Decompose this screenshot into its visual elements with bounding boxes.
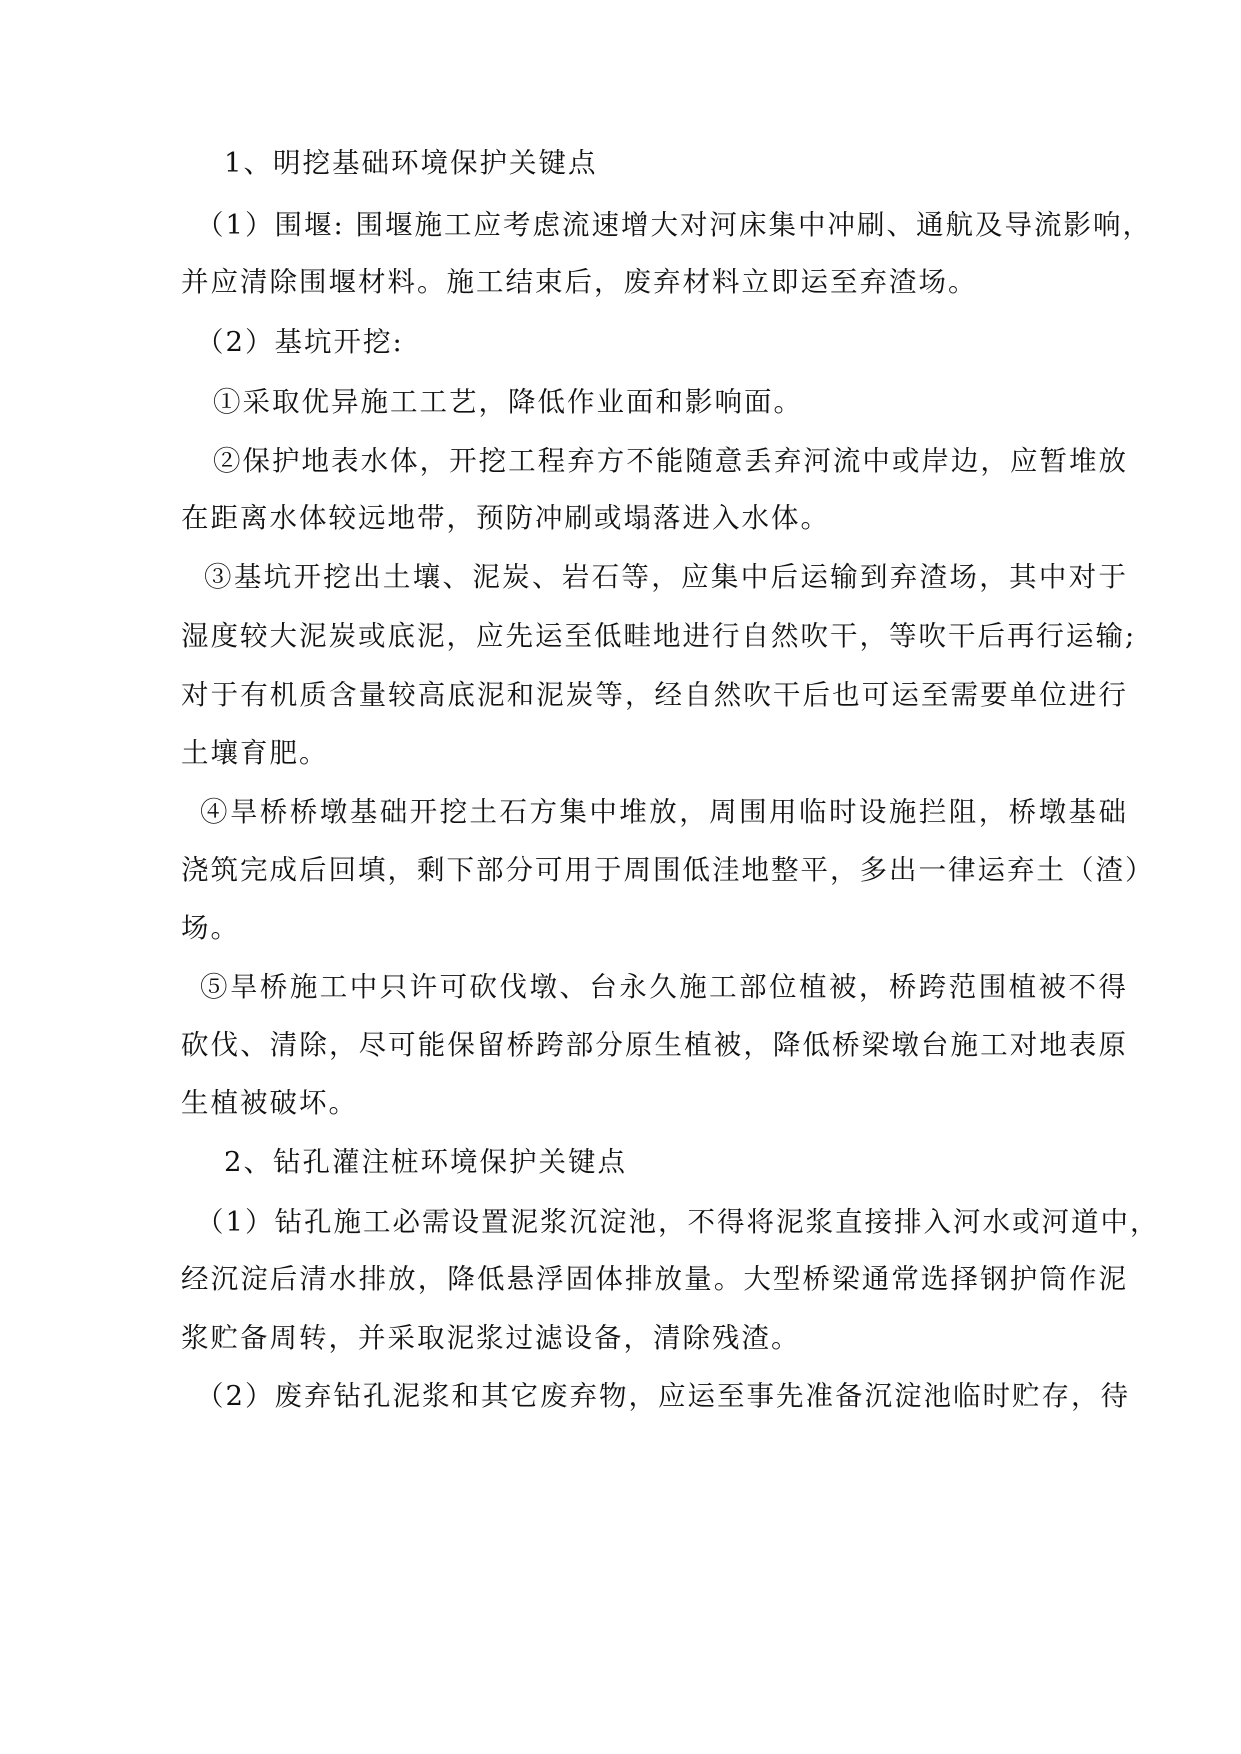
paragraph-line: 砍伐、清除，尽可能保留桥跨部分原生植被，降低桥梁墩台施工对地表原 [181,1029,1128,1061]
heading-1: 1、明挖基础环境保护关键点 [224,147,598,179]
paragraph-line: （1）围堰: 围堰施工应考虑流速增大对河床集中冲刷、通航及导流影响， [196,209,1153,241]
paragraph-line: 土壤育肥。 [181,737,329,769]
paragraph-line: 并应清除围堰材料。施工结束后，废弃材料立即运至弃渣场。 [181,266,978,298]
paragraph-line: 湿度较大泥炭或底泥，应先运至低畦地进行自然吹干，等吹干后再行运输; [181,620,1137,652]
paragraph-line: 场。 [181,912,240,944]
heading-2: 2、钻孔灌注桩环境保护关键点 [224,1146,627,1178]
paragraph-line: 对于有机质含量较高底泥和泥炭等，经自然吹干后也可运至需要单位进行 [181,679,1128,711]
paragraph-line: 浇筑完成后回填，剩下部分可用于周围低洼地整平，多出一律运弃土（渣） [181,854,1155,886]
subheading: （2）基坑开挖: [196,326,404,358]
list-item: ④旱桥桥墩基础开挖土石方集中堆放，周围用临时设施拦阻，桥墩基础 [200,796,1128,828]
paragraph-line: 生植被破坏。 [181,1087,358,1119]
paragraph-line: 在距离水体较远地带，预防冲刷或塌落进入水体。 [181,502,830,534]
paragraph-line: （1）钻孔施工必需设置泥浆沉淀池，不得将泥浆直接排入河水或河道中， [196,1206,1160,1238]
paragraph-line: 浆贮备周转，并采取泥浆过滤设备，清除残渣。 [181,1322,801,1354]
list-item: ③基坑开挖出土壤、泥炭、岩石等，应集中后运输到弃渣场，其中对于 [204,561,1128,593]
paragraph-line: （2）废弃钻孔泥浆和其它废弃物，应运至事先准备沉淀池临时贮存，待 [196,1380,1130,1412]
list-item: ⑤旱桥施工中只许可砍伐墩、台永久施工部位植被，桥跨范围植被不得 [200,971,1128,1003]
paragraph-line: 经沉淀后清水排放，降低悬浮固体排放量。大型桥梁通常选择钢护筒作泥 [181,1263,1128,1295]
list-item: ②保护地表水体，开挖工程弃方不能随意丢弃河流中或岸边，应暂堆放 [213,445,1128,477]
list-item: ①采取优异施工工艺，降低作业面和影响面。 [213,386,803,418]
